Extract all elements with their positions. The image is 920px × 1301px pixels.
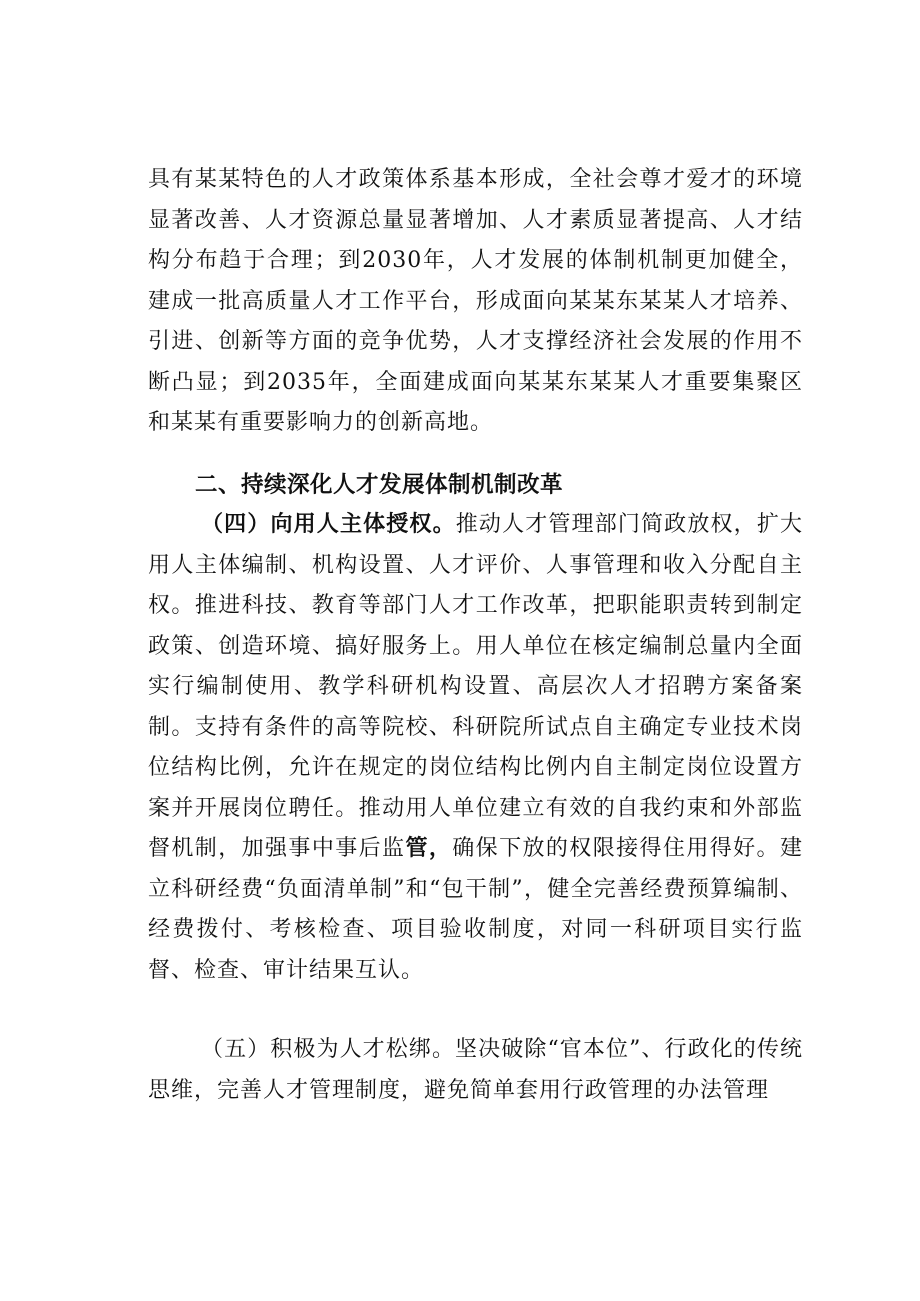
paragraph-2-text-b: 确保下放的权限接得住用得好。建立科研经费“负面清单制”和“包干制”，健全完善经费预算编制、经费拨付、考核检查、项目验收制度，对同一科研项目实行监督、检查、审计结果互认。 <box>148 836 803 983</box>
paragraph-2-bold-char: 管， <box>405 836 453 861</box>
body-paragraph-3: （五）积极为人才松绑。坚决破除“官本位”、行政化的传统思维，完善人才管理制度，避免简单套用行政管理的办法管理 <box>148 1037 803 1103</box>
section-heading: 二、持续深化人才发展体制机制改革 <box>195 472 564 498</box>
paragraph-2-text-a: 推动人才管理部门简政放权，扩大用人主体编制、机构设置、人才评价、人事管理和收入分配自主权。推进科技、教育等部门人才工作改革，把职能职责转到制定政策、创造环境、搞好服务上。用人单位在核定编制总量内全面实行编制使用、教学科研机构设置、高层次人才招聘方案备案制。支持有条件的高等院校、科研院所试点自主确定专业技术岗位结构比例，允许在规定的岗位结构比例内自主制定岗位设置方案并开展岗位聘任。推动用人单位建立有效的自我约束和外部监督机制，加强事中事后监 <box>148 512 803 861</box>
body-paragraph-1: 具有某某特色的人才政策体系基本形成，全社会尊才爱才的环境显著改善、人才资源总量显著增加、人才素质显著提高、人才结构分布趋于合理；到2030年，人才发展的体制机制更加健全，建成一批高质量人才工作平台，形成面向某某东某某人才培养、引进、创新等方面的竞争优势，人才支撑经济社会发展的作用不断凸显；到2035年，全面建成面向某某东某某人才重要集聚区和某某有重要影响力的创新高地。 <box>148 167 803 435</box>
body-paragraph-2 <box>148 505 803 991</box>
paragraph-2-lead: （四）向用人主体授权。 <box>201 512 456 537</box>
